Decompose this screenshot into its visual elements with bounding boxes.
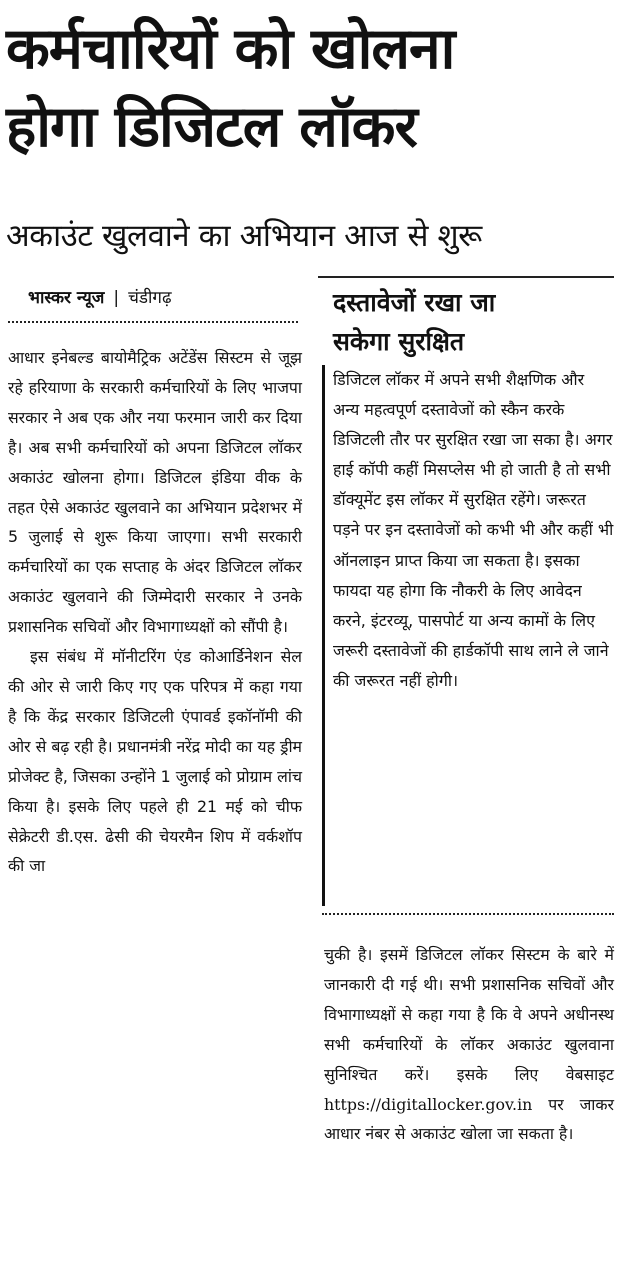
byline — [28, 284, 298, 312]
website-url: https://digitallocker.gov.in — [324, 1094, 533, 1114]
headline: कर्मचारियों को खोलना होगा डिजिटल लॉकर — [6, 16, 455, 160]
subheadline: अकाउंट खुलवाने का अभियान आज से शुरू — [6, 218, 482, 254]
byline-divider — [8, 321, 298, 323]
sidebar-box — [322, 365, 614, 906]
byline-location: चंडीगढ़ — [128, 288, 172, 308]
body-paragraph-2: इस संबंध में मॉनीटरिंग एंड कोआर्डिनेशन सेल की ओर से जारी किए गए एक परिपत्र में कहा गया है कि केंद्र सरकार डिजिटली एंपावर्ड इकॉनॉमी की ओर से बढ़ रही है। प्रधानमंत्री नरेंद्र मोदी का यह ड्रीम प्रोजेक्ट है, जिसका उन्होंने 1 जुलाई को प्रोग्राम लांच किया है। इसके लिए पहले ही 21 मई को चीफ सेक्रेटरी डी.एस. ढेसी की चेयरमैन शिप में वर्कशॉप की जा — [8, 647, 302, 876]
sidebar-box-divider — [322, 913, 614, 915]
sidebar-box-title: दस्तावेजों रखा जा सकेगा सुरक्षित — [333, 288, 496, 356]
byline-separator: | — [113, 288, 120, 308]
left-column — [8, 343, 302, 881]
sidebar-box-body: डिजिटल लॉकर में अपने सभी शैक्षणिक और अन्य महत्वपूर्ण दस्तावेजों को स्कैन करके डिजिटली तौर पर सुरक्षित रखा जा सका है। अगर हाई कॉपी कहीं मिसप्लेस भी हो जाती है तो सभी डॉक्यूमेंट इस लॉकर में सुरक्षित रहेंगे। जरूरत पड़ने पर इन दस्तावेजों को कभी भी और कहीं भी ऑनलाइन प्राप्त किया जा सकता है। इसका फायदा यह होगा कि नौकरी के लिए आवेदन करने, इंटरव्यू, पासपोर्ट या अन्य कामों के लिए जरूरी दस्तावेजों की हार्डकॉपी साथ लाने ले जाने की जरूरत नहीं होगी। — [333, 370, 614, 690]
right-column-text-after-url: पर जाकर आधार नंबर से अकाउंट खोला जा सकता है। — [324, 1094, 614, 1144]
right-column — [324, 940, 614, 1149]
byline-agency: भास्कर न्यूज — [28, 288, 105, 308]
body-paragraph-1: आधार इनेबल्ड बायोमैट्रिक अटेंडेंस सिस्टम से जूझ रहे हरियाणा के सरकारी कर्मचारियों के लिए भाजपा सरकार ने अब एक और नया फरमान जारी कर दिया है। अब सभी कर्मचारियों को अपना डिजिटल लॉकर अकाउंट खोलना होगा। डिजिटल इंडिया वीक के तहत ऐसे अकाउंट खुलवाने का अभियान प्रदेशभर में 5 जुलाई से शुरू किया जाएगा। सभी सरकारी कर्मचारियों का एक सप्ताह के अंदर डिजिटल लॉकर अकाउंट खुलवाने की जिम्मेदारी सरकार ने उनके प्रशासनिक सचिवों और विभागाध्यक्षों को सौंपी है। — [8, 348, 302, 637]
right-column-text-before-url: चुकी है। इसमें डिजिटल लॉकर सिस्टम के बारे में जानकारी दी गई थी। सभी प्रशासनिक सचिवों और विभागाध्यक्षों से कहा गया है कि वे अपने अधीनस्थ सभी कर्मचारियों के लॉकर अकाउंट खुलवाना सुनिश्चित करें। इसके लिए वेबसाइट — [324, 945, 614, 1084]
sidebar-box-top-rule — [318, 276, 614, 278]
right-column-paragraph — [324, 940, 614, 1149]
